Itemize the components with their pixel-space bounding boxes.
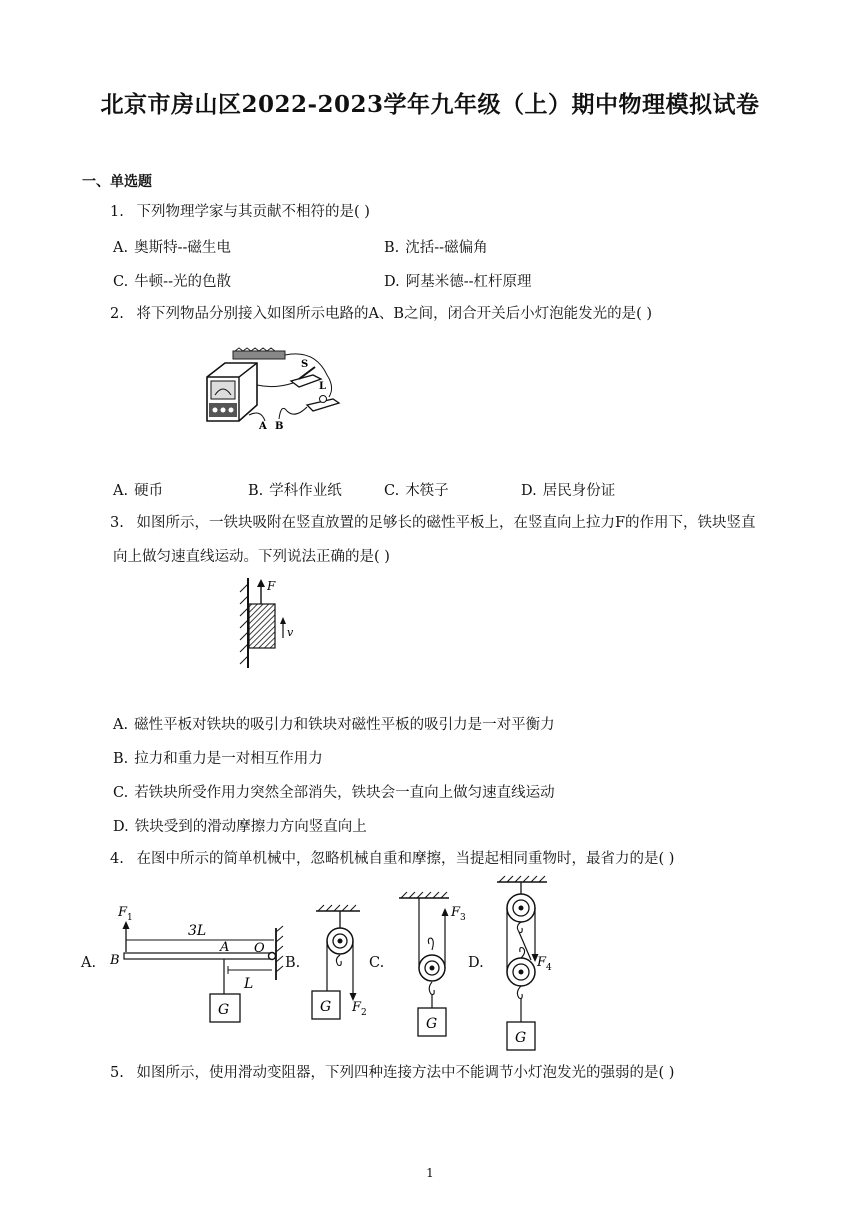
option-2c[interactable] xyxy=(384,479,449,500)
question-text: 下列物理学家与其贡献不相符的是( ) xyxy=(136,204,370,220)
movable-pulley-figure xyxy=(397,890,477,1040)
option-3b[interactable] xyxy=(113,747,323,768)
option-text: 硬币 xyxy=(134,483,164,499)
lever-o-label: O xyxy=(254,941,265,956)
lever-figure xyxy=(104,900,294,1028)
option-letter: D. xyxy=(113,819,129,835)
lever-b-label: B xyxy=(110,953,120,968)
question-1 xyxy=(110,202,370,222)
lever-f-label: F xyxy=(118,905,128,920)
option-1b[interactable] xyxy=(384,236,488,257)
option-letter: B. xyxy=(248,483,264,499)
option-4d[interactable] xyxy=(468,955,490,971)
fixed-pulley-f-label: F xyxy=(352,1000,362,1015)
pulley-block-f-label: F xyxy=(537,955,547,970)
pulley-block-weight-label: G xyxy=(515,1030,527,1046)
option-letter: A. xyxy=(113,483,129,499)
lamp-label: L xyxy=(319,381,327,392)
option-letter: B. xyxy=(384,240,400,256)
movable-pulley-f-sub: 3 xyxy=(460,913,466,923)
option-letter: C. xyxy=(369,955,385,971)
terminal-b-label: B xyxy=(275,421,284,432)
fixed-pulley-weight-label: G xyxy=(320,999,332,1015)
lever-f-sub: 1 xyxy=(127,913,133,923)
option-3d[interactable] xyxy=(113,815,367,836)
option-4c[interactable] xyxy=(369,955,390,971)
question-number: 3. xyxy=(110,515,124,531)
option-text: 磁性平板对铁块的吸引力和铁块对磁性平板的吸引力是一对平衡力 xyxy=(134,717,555,733)
option-letter: B. xyxy=(113,751,129,767)
option-letter: D. xyxy=(521,483,537,499)
question-number: 5. xyxy=(110,1065,124,1081)
movable-pulley-f-label: F xyxy=(451,905,461,920)
option-letter: C. xyxy=(113,785,129,801)
terminal-a-label: A xyxy=(259,421,267,432)
switch-label: S xyxy=(301,359,309,370)
question-2 xyxy=(110,304,652,324)
iron-block-figure xyxy=(236,574,306,672)
option-2b[interactable] xyxy=(248,479,342,500)
option-text: 沈括--磁偏角 xyxy=(405,240,488,256)
option-1a[interactable] xyxy=(113,236,231,257)
question-3 xyxy=(110,513,790,533)
circuit-figure xyxy=(195,345,345,435)
option-letter: A. xyxy=(113,240,129,256)
option-text: 居民身份证 xyxy=(542,483,616,499)
option-2a[interactable] xyxy=(113,479,163,500)
option-text: 拉力和重力是一对相互作用力 xyxy=(134,751,323,767)
option-letter: A. xyxy=(81,955,97,971)
lever-l-label: L xyxy=(244,976,254,992)
question-text: 在图中所示的简单机械中，忽略机械自重和摩擦，当提起相同重物时，最省力的是( ) xyxy=(136,851,675,867)
option-2d[interactable] xyxy=(521,479,615,500)
velocity-v-label: v xyxy=(287,626,294,639)
movable-pulley-weight-label: G xyxy=(426,1016,438,1032)
option-text: 阿基米德--杠杆原理 xyxy=(405,274,532,290)
question-text-line1: 如图所示，一铁块吸附在竖直放置的足够长的磁性平板上，在竖直向上拉力F的作用下，铁块竖直 xyxy=(136,515,756,531)
section-heading: 一、单选题 xyxy=(82,174,152,190)
question-text: 如图所示，使用滑动变阻器，下列四种连接方法中不能调节小灯泡发光的强弱的是( ) xyxy=(136,1065,675,1081)
lever-length-label: 3L xyxy=(188,923,207,939)
option-3c[interactable] xyxy=(113,781,555,802)
page-number: 1 xyxy=(426,1166,434,1180)
option-1d[interactable] xyxy=(384,270,532,291)
option-1c[interactable] xyxy=(113,270,231,291)
option-letter: A. xyxy=(113,717,129,733)
option-text: 若铁块所受作用力突然全部消失，铁块会一直向上做匀速直线运动 xyxy=(134,785,555,801)
option-text: 奥斯特--磁生电 xyxy=(134,240,231,256)
question-text: 将下列物品分别接入如图所示电路的A、B之间，闭合开关后小灯泡能发光的是( ) xyxy=(136,306,653,322)
fixed-pulley-figure xyxy=(302,903,374,1023)
option-text: 木筷子 xyxy=(405,483,449,499)
option-text: 牛顿--光的色散 xyxy=(134,274,231,290)
question-4 xyxy=(110,849,674,869)
option-letter: D. xyxy=(384,274,400,290)
fixed-pulley-f-sub: 2 xyxy=(361,1008,367,1018)
option-text: 学科作业纸 xyxy=(269,483,342,499)
option-4a[interactable] xyxy=(81,955,102,971)
question-3-line2: 向上做匀速直线运动。下列说法正确的是( ) xyxy=(113,549,390,565)
option-letter: C. xyxy=(113,274,129,290)
question-number: 2. xyxy=(110,306,124,322)
option-letter: C. xyxy=(384,483,400,499)
option-letter: B. xyxy=(285,955,301,971)
pulley-block-figure xyxy=(493,874,573,1056)
lever-weight-label: G xyxy=(218,1002,230,1018)
question-number: 4. xyxy=(110,851,124,867)
option-3a[interactable] xyxy=(113,713,555,734)
option-letter: D. xyxy=(468,955,484,971)
pulley-block-f-sub: 4 xyxy=(546,963,552,973)
force-f-label: F xyxy=(267,579,276,593)
option-text: 铁块受到的滑动摩擦力方向竖直向上 xyxy=(134,819,367,835)
page-title: 北京市房山区2022-2023学年九年级（上）期中物理模拟试卷 xyxy=(100,91,760,118)
question-5 xyxy=(110,1063,674,1083)
question-number: 1. xyxy=(110,204,124,220)
lever-a-label: A xyxy=(220,940,230,955)
